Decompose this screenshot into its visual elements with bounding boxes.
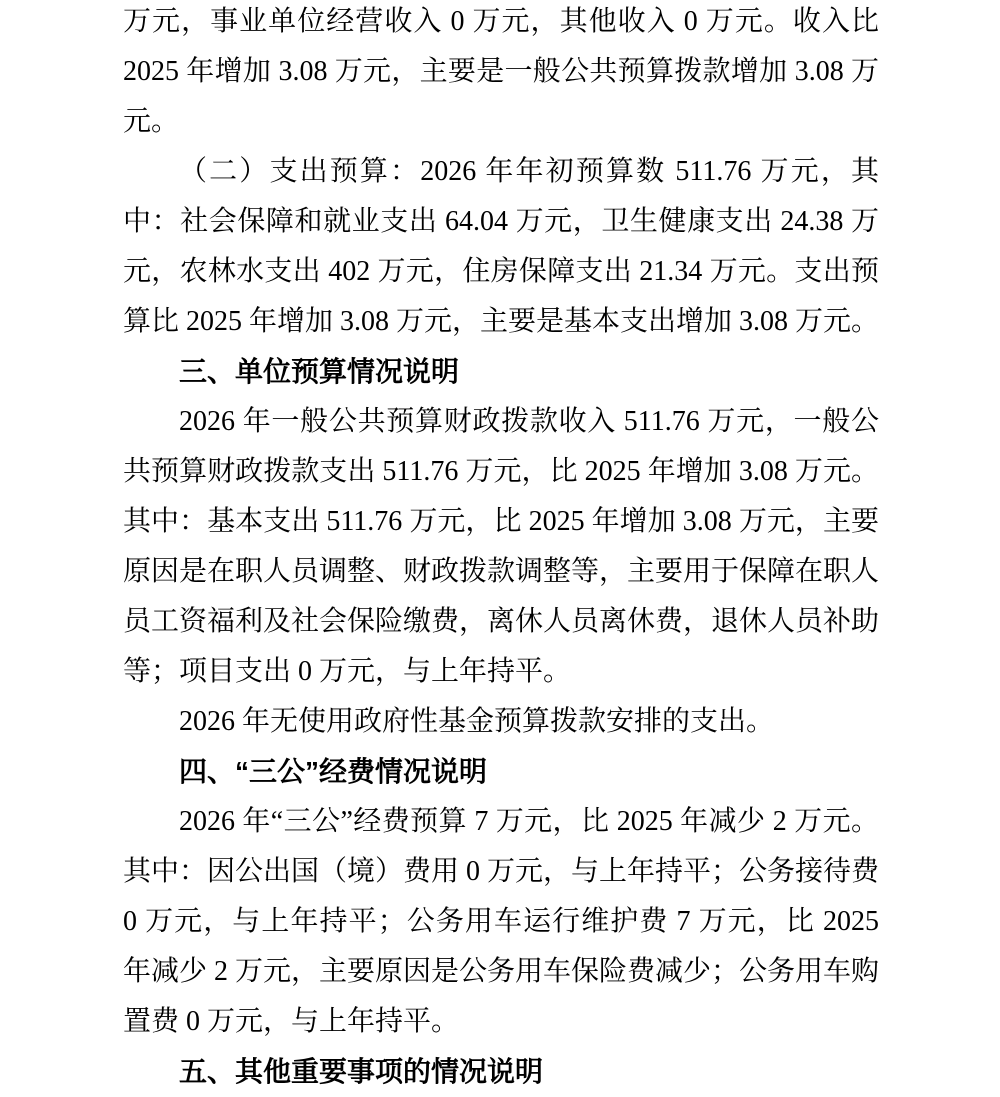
paragraph: （二）支出预算：2026 年年初预算数 511.76 万元，其中：社会保障和就业支出 64.04 万元，卫生健康支出 24.38 万元，农林水支出 402 万元，住房保障支出 21.34 万元。支出预算比 2025 年增加 3.08 万元，主要是基本支出增加 3.08 万元。 — [123, 156, 880, 337]
paragraph: 2026 年无使用政府性基金预算拨款安排的支出。 — [179, 706, 775, 737]
section-heading: 三、单位预算情况说明 — [179, 356, 460, 387]
paragraph: 2026 年“三公”经费预算 7 万元，比 2025 年减少 2 万元。其中：因公出国（境）费用 0 万元，与上年持平；公务接待费 0 万元，与上年持平；公务用车运行维护费 7 万元，比 2025 年减少 2 万元，主要原因是公务用车保险费减少；公务用车购置费 0 万元，与上年持平。 — [123, 806, 880, 1037]
document-body — [123, 0, 879, 1097]
paragraph: 2026 年一般公共预算财政拨款收入 511.76 万元，一般公共预算财政拨款支出 511.76 万元，比 2025 年增加 3.08 万元。其中：基本支出 511.76 万元，比 2025 年增加 3.08 万元，主要原因是在职人员调整、财政拨款调整等，主要用于保障在职人员工资福利及社会保险缴费，离休人员离休费，退休人员补助等；项目支出 0 万元，与上年持平。 — [123, 406, 880, 687]
paragraph: 万元，事业单位经营收入 0 万元，其他收入 0 万元。收入比 2025 年增加 3.08 万元，主要是一般公共预算拨款增加 3.08 万元。 — [123, 6, 879, 137]
section-heading: 四、“三公”经费情况说明 — [179, 756, 488, 787]
section-heading: 五、其他重要事项的情况说明 — [179, 1056, 544, 1087]
